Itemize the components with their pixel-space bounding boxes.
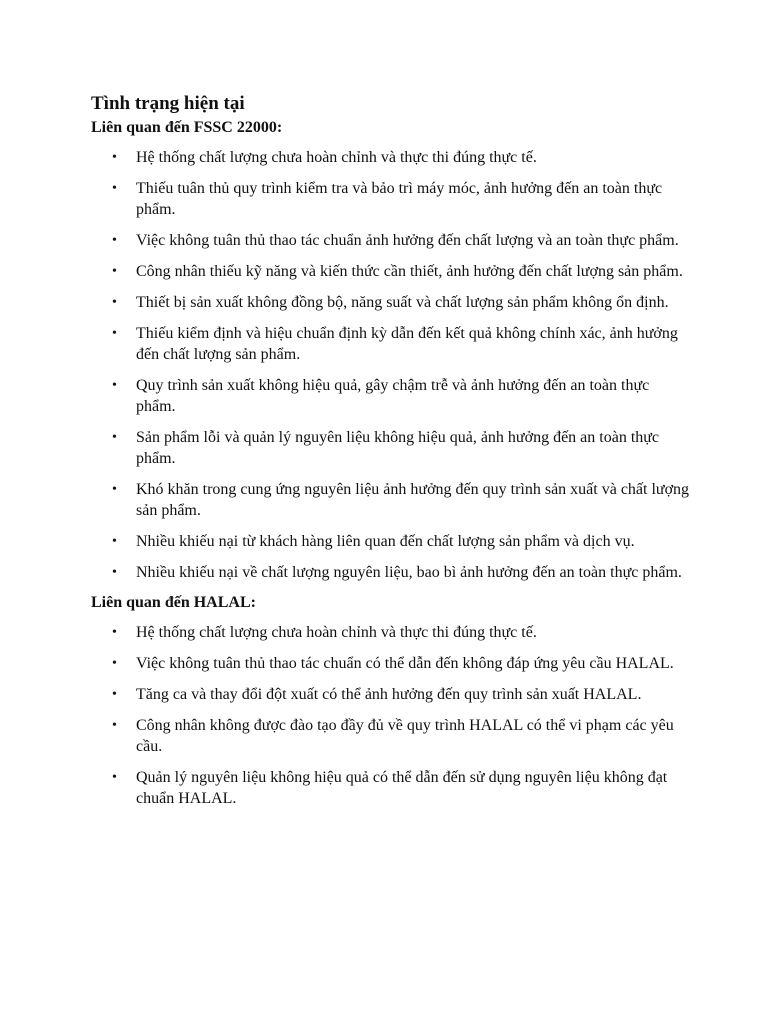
list-item-text: Hệ thống chất lượng chưa hoàn chỉnh và thực thi đúng thực tế. xyxy=(136,624,537,641)
bullet-icon: • xyxy=(112,233,117,248)
bullet-icon: • xyxy=(112,534,117,549)
list-item-text: Nhiều khiếu nại về chất lượng nguyên liệu, bao bì ảnh hưởng đến an toàn thực phẩm. xyxy=(136,564,682,581)
fssc-issue-list xyxy=(91,147,691,583)
list-item-text: Quy trình sản xuất không hiệu quả, gây chậm trễ và ảnh hưởng đến an toàn thực phẩm. xyxy=(136,377,650,415)
halal-issue-list xyxy=(91,622,691,809)
document-title: Tình trạng hiện tại xyxy=(91,93,245,114)
document-content xyxy=(91,92,691,819)
list-item xyxy=(91,479,691,521)
list-item-text: Thiếu tuân thủ quy trình kiểm tra và bảo trì máy móc, ảnh hưởng đến an toàn thực phẩm. xyxy=(136,180,663,218)
bullet-icon: • xyxy=(112,264,117,279)
bullet-icon: • xyxy=(112,295,117,310)
bullet-icon: • xyxy=(112,625,117,640)
list-item-text: Nhiều khiếu nại từ khách hàng liên quan đến chất lượng sản phẩm và dịch vụ. xyxy=(136,533,635,550)
bullet-icon: • xyxy=(112,687,117,702)
bullet-icon: • xyxy=(112,430,117,445)
list-item xyxy=(91,715,691,757)
list-item xyxy=(91,292,691,313)
list-item-text: Quản lý nguyên liệu không hiệu quả có thể dẫn đến sử dụng nguyên liệu không đạt chuẩn HALAL. xyxy=(136,769,668,807)
bullet-icon: • xyxy=(112,326,117,341)
bullet-icon: • xyxy=(112,656,117,671)
list-item xyxy=(91,323,691,365)
list-item xyxy=(91,653,691,674)
section-heading-fssc: Liên quan đến FSSC 22000: xyxy=(91,119,283,136)
list-item-text: Công nhân thiếu kỹ năng và kiến thức cần thiết, ảnh hưởng đến chất lượng sản phẩm. xyxy=(136,263,683,280)
list-item xyxy=(91,230,691,251)
bullet-icon: • xyxy=(112,181,117,196)
list-item xyxy=(91,261,691,282)
list-item xyxy=(91,375,691,417)
list-item-text: Thiếu kiểm định và hiệu chuẩn định kỳ dẫn đến kết quả không chính xác, ảnh hưởng đến chất lượng sản phẩm. xyxy=(136,325,678,363)
list-item xyxy=(91,684,691,705)
list-item-text: Hệ thống chất lượng chưa hoàn chỉnh và thực thi đúng thực tế. xyxy=(136,149,537,166)
bullet-icon: • xyxy=(112,565,117,580)
list-item-text: Việc không tuân thủ thao tác chuẩn có thể dẫn đến không đáp ứng yêu cầu HALAL. xyxy=(136,655,674,672)
list-item xyxy=(91,767,691,809)
list-item xyxy=(91,178,691,220)
list-item-text: Khó khăn trong cung ứng nguyên liệu ảnh hưởng đến quy trình sản xuất và chất lượng sản phẩm. xyxy=(136,481,690,519)
list-item-text: Sản phẩm lỗi và quản lý nguyên liệu không hiệu quả, ảnh hưởng đến an toàn thực phẩm. xyxy=(136,429,660,467)
list-item xyxy=(91,562,691,583)
list-item-text: Công nhân không được đào tạo đầy đủ về quy trình HALAL có thể vi phạm các yêu cầu. xyxy=(136,717,674,755)
list-item xyxy=(91,622,691,643)
list-item-text: Việc không tuân thủ thao tác chuẩn ảnh hưởng đến chất lượng và an toàn thực phẩm. xyxy=(136,232,679,249)
bullet-icon: • xyxy=(112,718,117,733)
list-item-text: Tăng ca và thay đổi đột xuất có thể ảnh hưởng đến quy trình sản xuất HALAL. xyxy=(136,686,642,703)
bullet-icon: • xyxy=(112,378,117,393)
list-item xyxy=(91,427,691,469)
list-item-text: Thiết bị sản xuất không đồng bộ, năng suất và chất lượng sản phẩm không ổn định. xyxy=(136,294,669,311)
section-heading-halal: Liên quan đến HALAL: xyxy=(91,594,256,611)
list-item xyxy=(91,531,691,552)
bullet-icon: • xyxy=(112,150,117,165)
bullet-icon: • xyxy=(112,482,117,497)
list-item xyxy=(91,147,691,168)
bullet-icon: • xyxy=(112,770,117,785)
